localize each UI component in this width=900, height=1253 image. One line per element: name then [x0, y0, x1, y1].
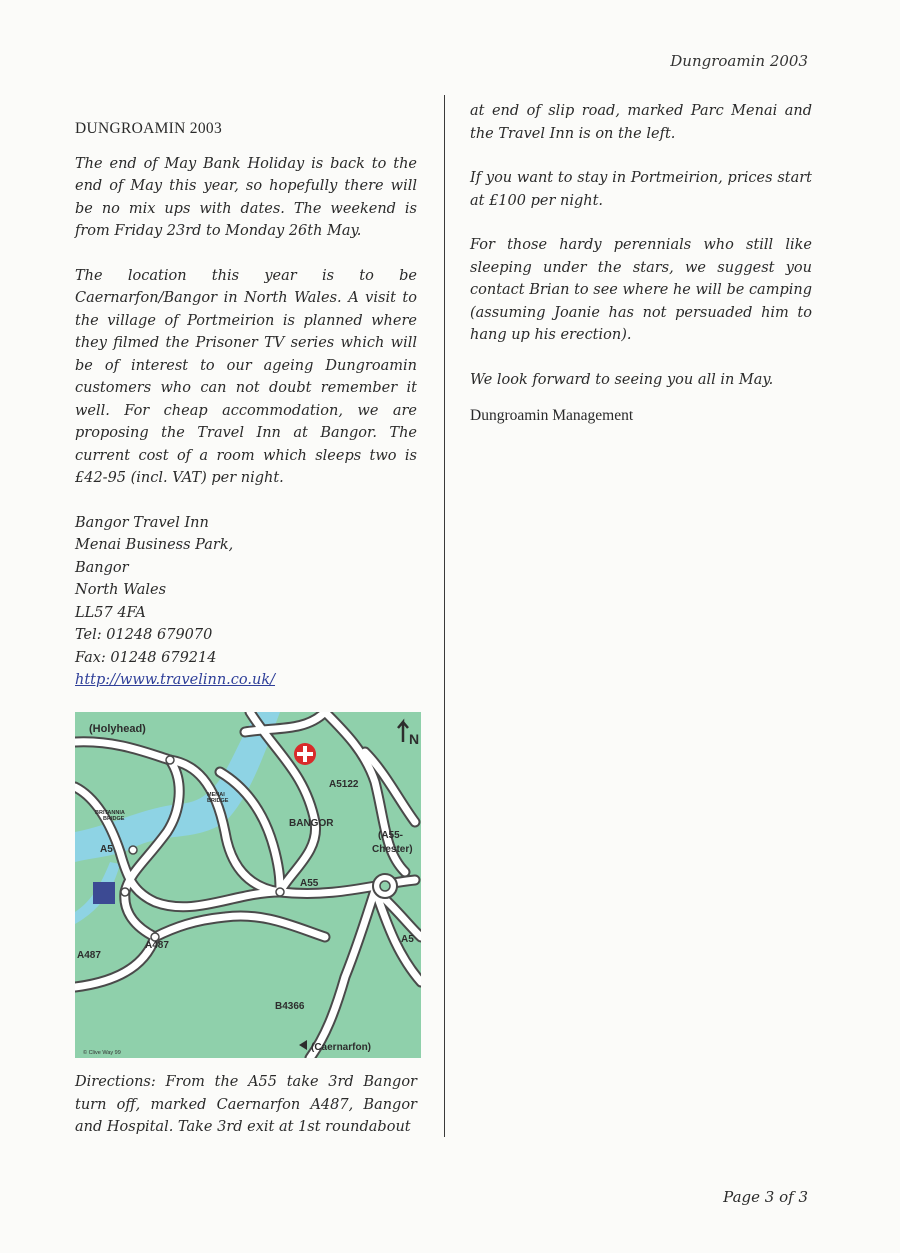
map-label: BRIDGE: [103, 816, 125, 822]
address-line: Bangor: [75, 559, 129, 576]
directions-continued: at end of slip road, marked Parc Menai and the Travel Inn is on the left.: [470, 103, 812, 142]
running-header: Dungroamin 2003: [670, 52, 808, 70]
map-label: B4366: [275, 1001, 305, 1012]
directions-paragraph: Directions: From the A55 take 3rd Bangor turn off, marked Caernarfon A487, Bangor and Hospital. Take 3rd exit at 1st roundabout: [75, 1074, 417, 1135]
left-column: [75, 118, 417, 692]
map-label: (Holyhead): [89, 723, 146, 735]
map-label: (Caernarfon): [311, 1042, 372, 1053]
map-label: A487: [145, 940, 169, 951]
map-label: A5: [401, 934, 414, 945]
map-credit: © Clive Way 99: [83, 1050, 121, 1056]
map-label: BRIDGE: [207, 798, 229, 804]
fax: Fax: 01248 679214: [75, 649, 217, 666]
address-line: Menai Business Park,: [75, 537, 234, 553]
map-label: A55: [300, 878, 319, 889]
map-label: (A55-: [378, 830, 404, 841]
website-link[interactable]: http://www.travelinn.co.uk/: [75, 672, 276, 688]
intro-paragraph: The end of May Bank Holiday is back to the end of May this year, so hopefully there will be no mix ups with dates. The weekend is from Friday 23rd to Monday 26th May.: [75, 155, 417, 239]
camping-paragraph: For those hardy perennials who still like sleeping under the stars, we suggest you contact Brian to see where he will be camping (assuming Joanie has not persuaded him to hang up his erection).: [470, 237, 812, 343]
location-paragraph: The location this year is to be Caernarfon/Bangor in North Wales. A visit to the village of Portmeirion is planned where they filmed the Prisoner TV series which will be of interest to our ageing Dungroamin customers who can not doubt remember it well. For cheap accommodation, we are proposing the Travel Inn at Bangor. The current cost of a room which sleeps two is £42-95 (incl. VAT) per night.: [75, 267, 417, 486]
travel-inn-marker: [93, 882, 115, 904]
location-map: [75, 712, 421, 1058]
signoff: Dungroamin Management: [470, 407, 634, 424]
address-block: [75, 512, 417, 692]
address-line: Bangor Travel Inn: [75, 514, 209, 531]
map-svg: [75, 712, 421, 1058]
document-title: DUNGROAMIN 2003: [75, 120, 223, 137]
page-number: Page 3 of 3: [723, 1188, 808, 1206]
telephone: Tel: 01248 679070: [75, 627, 213, 643]
map-label: BANGOR: [289, 818, 334, 829]
map-label: Chester): [372, 844, 413, 855]
map-label: A5122: [329, 779, 359, 790]
portmeirion-paragraph: If you want to stay in Portmeirion, prices start at £100 per night.: [470, 170, 812, 209]
postcode: LL57 4FA: [75, 604, 146, 621]
column-divider: [444, 95, 445, 1137]
right-column: [470, 100, 812, 428]
map-label: A487: [77, 950, 101, 961]
address-line: North Wales: [75, 582, 167, 598]
map-label: MENAI: [207, 792, 225, 798]
closing-paragraph: We look forward to seeing you all in May.: [470, 371, 774, 388]
hospital-icon: [294, 743, 316, 765]
map-label: A5: [100, 844, 113, 855]
map-label: BRITANNIA: [95, 810, 125, 816]
north-label: N: [409, 731, 420, 747]
